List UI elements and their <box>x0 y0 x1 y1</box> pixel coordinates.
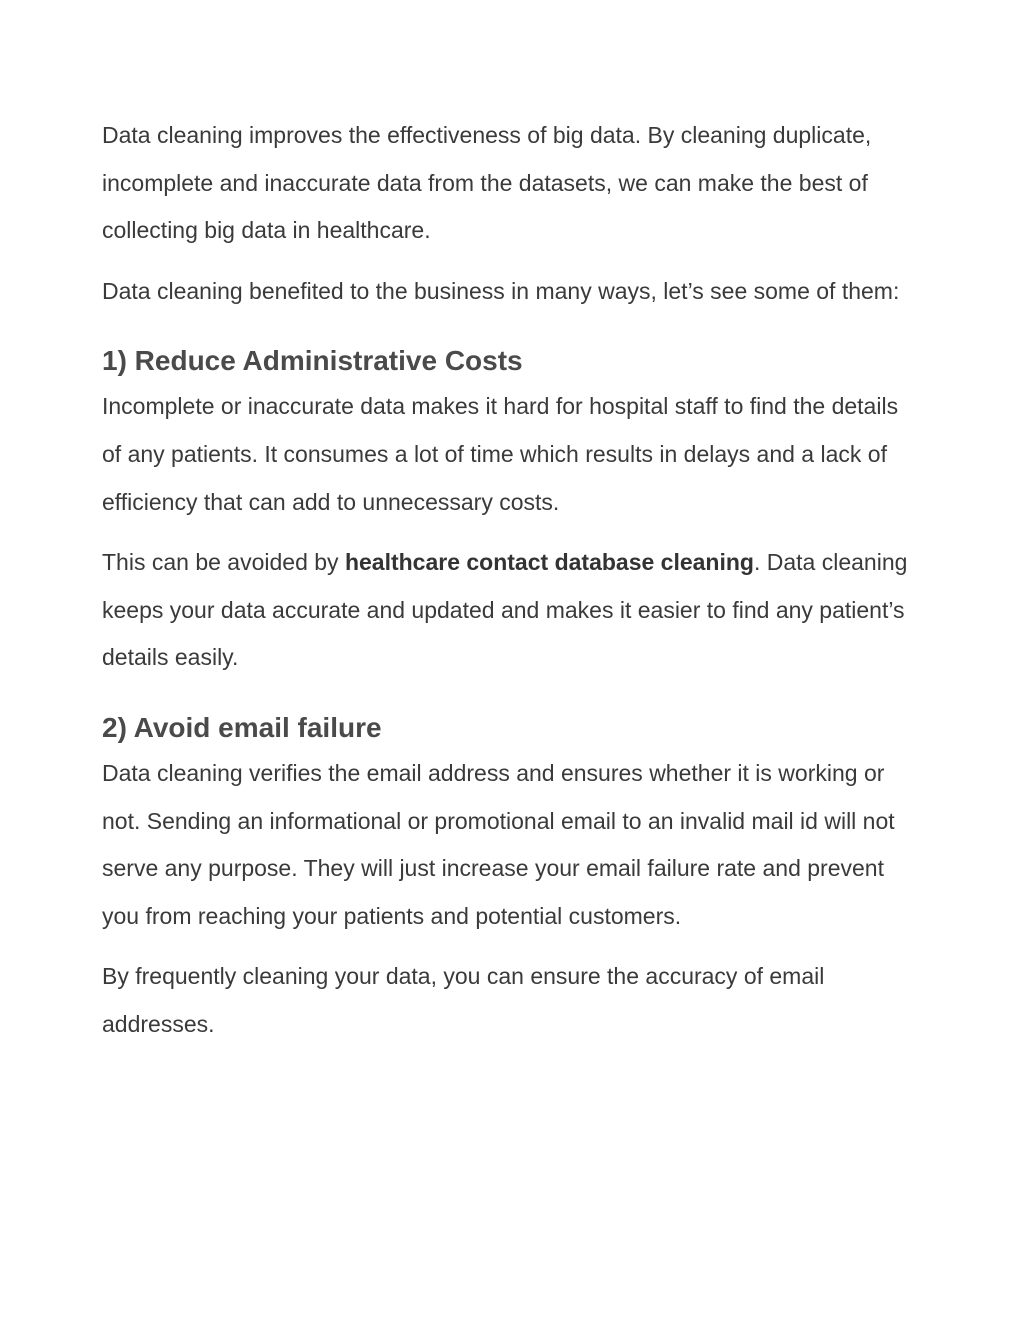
section-heading: 2) Avoid email failure <box>102 711 382 743</box>
paragraph-text: . Data cleaning keeps your data accurate and updated and makes it easier to find any patient’s details easily. <box>102 549 908 671</box>
section-email-failure <box>102 706 922 1049</box>
section-paragraph: Data cleaning verifies the email address and ensures whether it is working or not. Sending an informational or promotional email to an invalid mail id will not serve any purpose. They will just increase your email failure rate and prevent you from reaching your patients and potential customers. <box>102 759 895 929</box>
intro-paragraph-1: Data cleaning improves the effectiveness of big data. By cleaning duplicate, incomplete and inaccurate data from the datasets, we can make the best of collecting big data in healthcare. <box>102 122 872 244</box>
section-paragraph: By frequently cleaning your data, you can ensure the accuracy of email addresses. <box>102 963 825 1037</box>
section-paragraph <box>102 539 922 682</box>
document-page <box>102 112 922 1062</box>
section-heading: 1) Reduce Administrative Costs <box>102 345 523 377</box>
bold-phrase: healthcare contact database cleaning <box>344 549 754 576</box>
intro-paragraph-2: Data cleaning benefited to the business in many ways, let’s see some of them: <box>102 277 900 304</box>
section-paragraph: Incomplete or inaccurate data makes it hard for hospital staff to find the details of any patients. It consumes a lot of time which results in delays and a lack of efficiency that can add to unnecessary costs. <box>102 393 899 515</box>
paragraph-text: This can be avoided by <box>102 549 345 576</box>
section-reduce-costs <box>102 339 922 682</box>
